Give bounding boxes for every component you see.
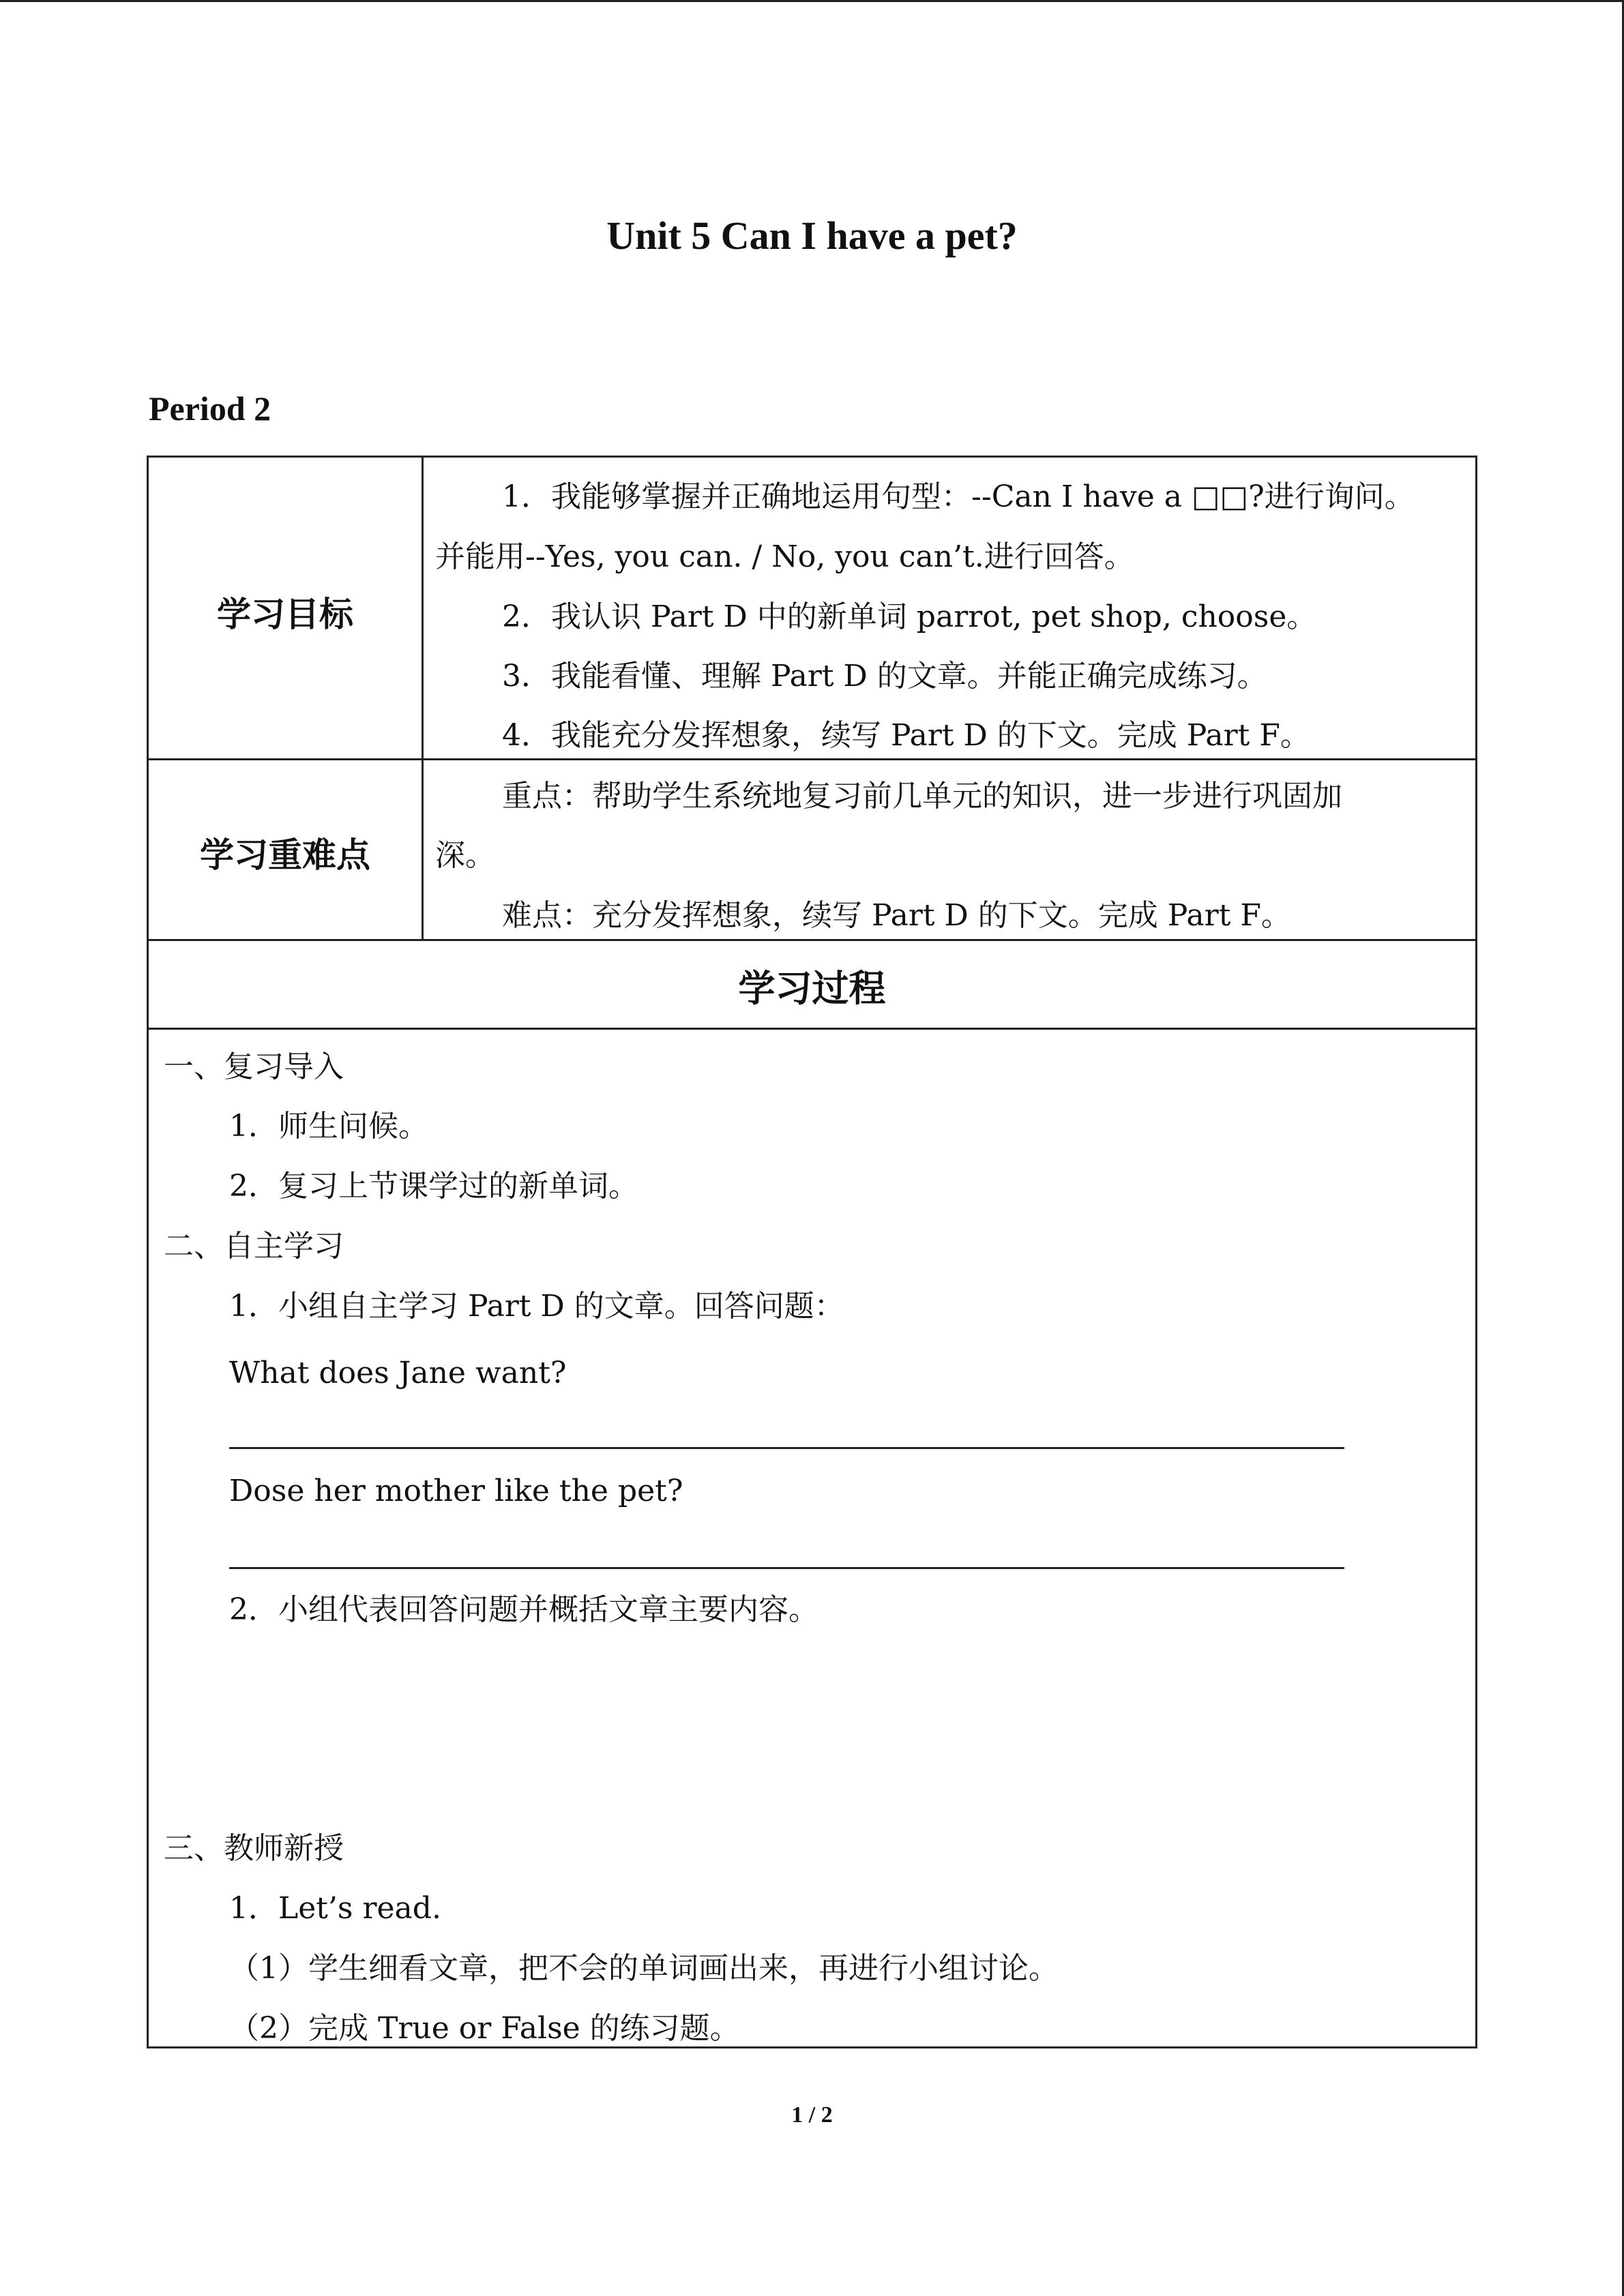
row-divider (149, 1028, 1475, 1030)
section-1-item: 1．师生问候。 (229, 1109, 428, 1144)
objectives-label: 学习目标 (217, 595, 353, 634)
period-heading: Period 2 (149, 389, 271, 428)
document-title: Unit 5 Can I have a pet? (606, 213, 1018, 258)
objective-line: 4．我能充分发挥想象，续写 Part D 的下文。完成 Part F。 (502, 718, 1310, 753)
key-point-line: 重点：帮助学生系统地复习前几单元的知识，进一步进行巩固加 (502, 779, 1342, 814)
row-divider (149, 939, 1475, 941)
section-1-item: 2．复习上节课学过的新单词。 (229, 1169, 638, 1204)
objective-line: 2．我认识 Part D 中的新单词 parrot, pet shop, choose。 (502, 599, 1317, 634)
section-3-item: 1．Let’s read. (229, 1891, 441, 1926)
section-2-heading: 二、自主学习 (164, 1229, 344, 1264)
answer-blank-1 (229, 1447, 1344, 1449)
objective-line: 并能用--Yes, you can. / No, you can’t.进行回答。 (435, 539, 1134, 574)
objective-line: 3．我能看懂、理解 Part D 的文章。并能正确完成练习。 (502, 659, 1267, 694)
key-points-label: 学习重难点 (200, 835, 370, 875)
question-2: Dose her mother like the pet? (229, 1474, 683, 1508)
section-3-heading: 三、教师新授 (164, 1831, 344, 1866)
row-divider (149, 758, 1475, 760)
page-number: 1 / 2 (791, 2102, 833, 2128)
page-border-top (0, 0, 1624, 2)
process-heading: 学习过程 (738, 967, 886, 1010)
key-point-line: 难点：充分发挥想象，续写 Part D 的下文。完成 Part F。 (502, 898, 1291, 933)
lesson-table (147, 456, 1477, 2048)
answer-blank-2 (229, 1567, 1344, 1569)
section-2-item: 1．小组自主学习 Part D 的文章。回答问题： (229, 1289, 844, 1324)
section-3-subitem: （1）学生细看文章，把不会的单词画出来，再进行小组讨论。 (229, 1951, 1059, 1986)
key-point-line: 深。 (435, 838, 495, 873)
section-1-heading: 一、复习导入 (164, 1049, 344, 1084)
column-divider (422, 458, 424, 940)
section-2-item: 2．小组代表回答问题并概括文章主要内容。 (229, 1592, 818, 1627)
section-3-subitem: （2）完成 True or False 的练习题。 (229, 2011, 740, 2046)
question-1: What does Jane want? (229, 1356, 567, 1390)
objective-line: 1．我能够掌握并正确地运用句型：--Can I have a □□?进行询问。 (502, 479, 1415, 514)
